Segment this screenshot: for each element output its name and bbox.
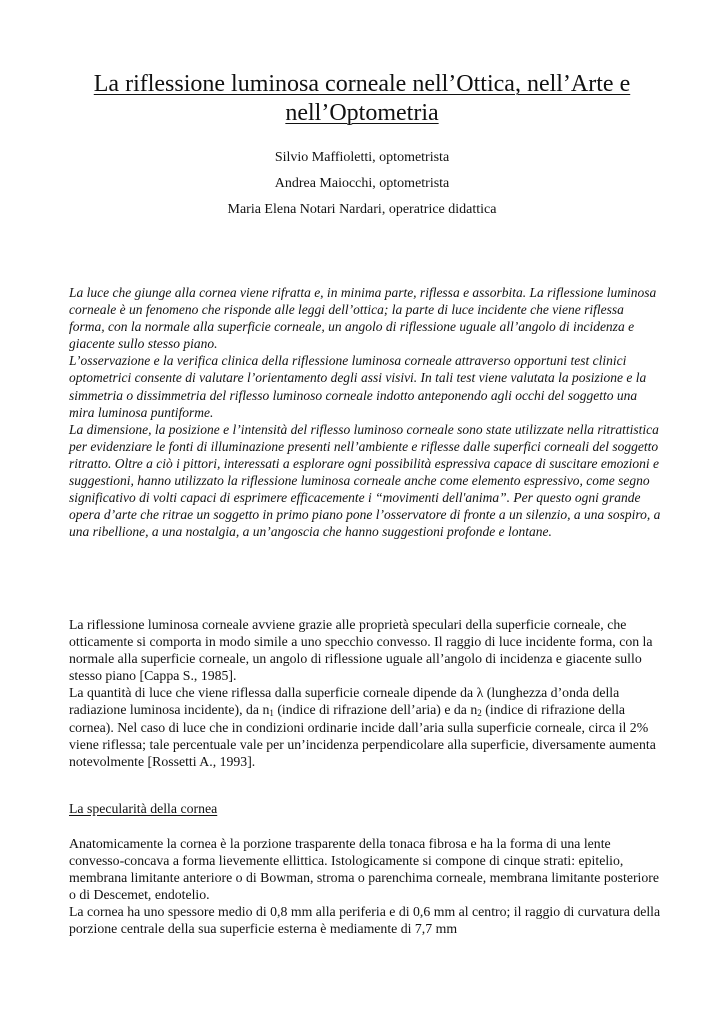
- abstract-paragraph-2: L’osservazione e la verifica clinica della riflessione luminosa corneale attraverso opportuni test clinici optometrici consente di valutare l’orientamento degli assi visivi. In tali test viene valutata la posizione e la simmetria o dissimmetria del riflesso luminoso corneale indotto anteponendo agli occhi del soggetto una mira luminosa puntiforme.: [69, 353, 647, 420]
- section-paragraph-1: Anatomicamente la cornea è la porzione trasparente della tonaca fibrosa e ha la forma di una lente convesso-concava a forma lievemente ellittica. Istologicamente si compone di cinque strati: epitelio, membrana limitante anteriore o di Bowman, stroma o parenchima corneale, membrana limitante posteriore o di Descemet, endotelio.: [69, 836, 659, 902]
- intro-paragraph-1: La riflessione luminosa corneale avviene grazie alle proprietà speculari della superficie corneale, che otticamente si comporta in modo simile a uno specchio convesso. Il raggio di luce incidente forma, con la normale alla superficie corneale, un angolo di riflessione uguale all’angolo di incidenza e giacente sullo stesso piano [Cappa S., 1985].: [69, 617, 653, 684]
- intro-section: [69, 616, 661, 770]
- cornea-section: [69, 835, 661, 937]
- author-2: Andrea Maiocchi, optometrista: [274, 176, 450, 191]
- document-title: La riflessione luminosa corneale nell’Ottica, nell’Arte e nell’Optometria: [93, 71, 631, 126]
- author-list: [60, 149, 664, 227]
- section-paragraph-2: La cornea ha uno spessore medio di 0,8 mm alla periferia e di 0,6 mm al centro; il raggio di curvatura della porzione centrale della sua superficie esterna è mediamente di 7,7 mm: [69, 904, 661, 936]
- section-heading: La specularità della cornea: [69, 801, 218, 816]
- intro-paragraph-2: La quantità di luce che viene riflessa dalla superficie corneale dipende da λ (lunghezza d’onda della radiazione luminosa incidente), da $n_1$ (indice di rifrazione dell’aria) e da $n_2$ (indice di rifrazione della cornea). Nel caso di luce che in condizioni ordinarie incide dall’aria sulla superficie corneale, circa il 2% viene riflessa; tale percentuale vale per un’incidenza perpendicolare alla superficie, diversamente aumenta notevolmente [Rossetti A., 1993].: [69, 685, 656, 769]
- author-3: Maria Elena Notari Nardari, operatrice didattica: [227, 202, 497, 217]
- abstract-paragraph-1: La luce che giunge alla cornea viene rifratta e, in minima parte, riflessa e assorbita. La riflessione luminosa corneale è un fenomeno che risponde alle leggi dell’ottica; la parte di luce incidente che viene riflessa forma, con la normale alla superficie corneale, un angolo di riflessione uguale all’angolo di incidenza e giacente sullo stesso piano.: [69, 285, 657, 352]
- author-1: Silvio Maffioletti, optometrista: [274, 150, 450, 165]
- abstract: [69, 284, 661, 540]
- abstract-paragraph-3: La dimensione, la posizione e l’intensità del riflesso luminoso corneale sono state utilizzate nella ritrattistica per evidenziare le fonti di illuminazione presenti nell’ambiente e riflesse dalle superfici corneali del soggetto ritratto. Oltre a ciò i pittori, interessati a esplorare ogni possibilità espressiva capace di suscitare emozioni e suggestioni, hanno utilizzato la riflessione luminosa corneale anche come elemento espressivo, come segno significativo di volti capaci di esprimere efficacemente i “movimenti dell'anima”. Per questo ogni grande opera d’arte che ritrae un soggetto in primo piano pone l’osservatore di fronte a un silenzio, a una sospiro, a una ribellione, a una nostalgia, a un’angoscia che hanno suggestioni profonde e lontane.: [69, 421, 661, 540]
